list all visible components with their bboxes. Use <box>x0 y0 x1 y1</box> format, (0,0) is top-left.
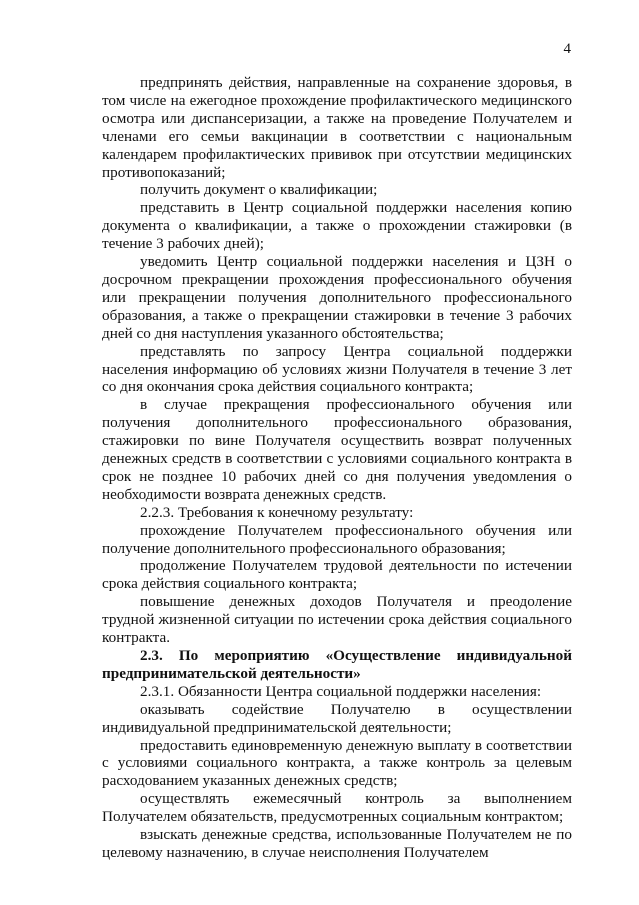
document-body <box>102 74 572 862</box>
page-number: 4 <box>563 41 571 57</box>
section-heading: 2.3. По мероприятию «Осуществление индивидуальной предпринимательской деятельности» <box>102 647 572 682</box>
paragraph: представлять по запросу Центра социальной поддержки населения информацию об условиях жизни Получателя в течение 3 лет со дня окончания срока действия социального контракта; <box>102 342 572 396</box>
paragraph: осуществлять ежемесячный контроль за выполнением Получателем обязательств, предусмотренных социальным контрактом; <box>102 790 572 826</box>
paragraph: повышение денежных доходов Получателя и преодоление трудной жизненной ситуации по истечении срока действия социального контракта. <box>102 593 572 647</box>
paragraph: предоставить единовременную денежную выплату в соответствии с условиями социального контракта, а также контроль за целевым расходованием указанных денежных средств; <box>102 736 572 790</box>
paragraph: в случае прекращения профессионального обучения или получения дополнительного профессионального образования, стажировки по вине Получателя осуществить возврат полученных денежных средств в соответствии с условиями социального контракта в срок не позднее 10 рабочих дней со дня получения уведомления о необходимости возврата денежных средств. <box>102 396 572 503</box>
paragraph: продолжение Получателем трудовой деятельности по истечении срока действия социального контракта; <box>102 557 572 593</box>
paragraph: получить документ о квалификации; <box>140 181 378 199</box>
paragraph: 2.3.1. Обязанности Центра социальной поддержки населения: <box>140 682 542 700</box>
paragraph: 2.2.3. Требования к конечному результату: <box>140 503 414 521</box>
paragraph: уведомить Центр социальной поддержки населения и ЦЗН о досрочном прекращении прохождения профессионального обучения или прекращении получения дополнительного профессионального образования, а также о прекращении стажировки в течение 3 рабочих дней со дня наступления указанного обстоятельства; <box>102 253 572 342</box>
paragraph: представить в Центр социальной поддержки населения копию документа о квалификации, а также о прохождении стажировки (в течение 3 рабочих дней); <box>102 199 572 253</box>
paragraph: прохождение Получателем профессионального обучения или получение дополнительного профессионального образования; <box>102 521 572 557</box>
paragraph: взыскать денежные средства, использованные Получателем не по целевому назначению, в случае неисполнения Получателем <box>102 826 572 861</box>
paragraph: предпринять действия, направленные на сохранение здоровья, в том числе на ежегодное прохождение профилактического медицинского осмотра или диспансеризации, а также на проведение Получателем и членами его семьи вакцинации в соответствии с национальным календарем профилактических прививок при отсутствии медицинских противопоказаний; <box>102 74 572 181</box>
paragraph: оказывать содействие Получателю в осуществлении индивидуальной предпринимательской деятельности; <box>102 700 572 736</box>
